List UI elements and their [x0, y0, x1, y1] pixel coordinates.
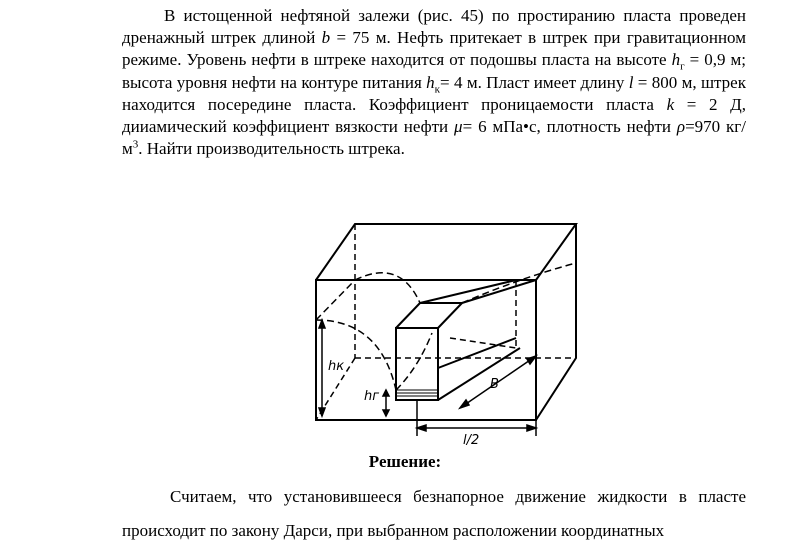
- superscript-3: 3: [132, 138, 139, 151]
- problem-text: . Найти производительность штрека.: [138, 139, 405, 159]
- l2-dimension: [417, 400, 536, 436]
- solution-heading: Решение:: [368, 452, 442, 471]
- var-rho: ρ: [676, 117, 686, 137]
- problem-text: = 2 Д, дииамический коэффициент вязкости нефти: [122, 94, 747, 137]
- problem-text: = 800 м, штрек находится посередине пласта. Коэффициент проницаемости пласта: [122, 72, 746, 114]
- drift-top-right-edge: [438, 303, 462, 328]
- problem-text: = 4 м. Пласт имеет длину: [440, 72, 629, 92]
- subscript-k: к: [434, 83, 441, 95]
- label-hk: hк: [328, 359, 345, 374]
- label-hg: hг: [364, 389, 380, 404]
- label-l2: l/2: [463, 433, 480, 448]
- var-k: k: [666, 94, 675, 114]
- top-depression-curve: [355, 273, 420, 303]
- problem-text: = 0,9 м; высота уровня нефти на контуре питания: [122, 50, 746, 92]
- var-l: l: [628, 72, 634, 92]
- subscript-g: г: [680, 60, 685, 73]
- problem-text: =970 кг/м: [122, 117, 746, 159]
- problem-paragraph: [122, 5, 746, 160]
- front-depression-curve: [316, 320, 396, 390]
- var-h: h: [426, 72, 435, 92]
- drift-hidden-edge: [450, 338, 516, 348]
- drift-wall-edge: [438, 338, 516, 368]
- reservoir-figure: [300, 208, 610, 448]
- drift: [396, 280, 536, 400]
- problem-text: = 75 м. Нефть притекает в штрек при гравитационном режиме. Уровень нефти в штреке находится от подошвы пласта на высоте: [122, 28, 746, 70]
- top-face: [316, 224, 576, 280]
- oil-level-hatch: [396, 390, 438, 396]
- label-b: B: [490, 377, 499, 392]
- var-h: h: [671, 50, 681, 70]
- hk-dimension: [319, 320, 325, 416]
- front-depression-curve-right: [396, 333, 432, 390]
- solution-paragraph: Считаем, что установившееся безнапорное движение жидкости в пласте происходит по закону Дарси, при выбранном расположении координатных: [122, 487, 746, 540]
- drift-top-left-edge: [396, 303, 420, 328]
- problem-statement: [122, 5, 746, 160]
- hg-dimension: [383, 390, 389, 416]
- contour-line: [316, 280, 355, 320]
- solution-text: [122, 480, 746, 548]
- var-mu: μ: [454, 117, 463, 137]
- problem-text: = 6 мПа•с, плотность нефти: [462, 117, 677, 137]
- var-b: b: [321, 28, 331, 48]
- problem-text: В истощенной нефтяной залежи (рис. 45) по простиранию пласта проведен дренажный штрек длиной: [122, 6, 746, 48]
- box-outline: [316, 224, 576, 420]
- drift-floor-edge: [438, 348, 520, 400]
